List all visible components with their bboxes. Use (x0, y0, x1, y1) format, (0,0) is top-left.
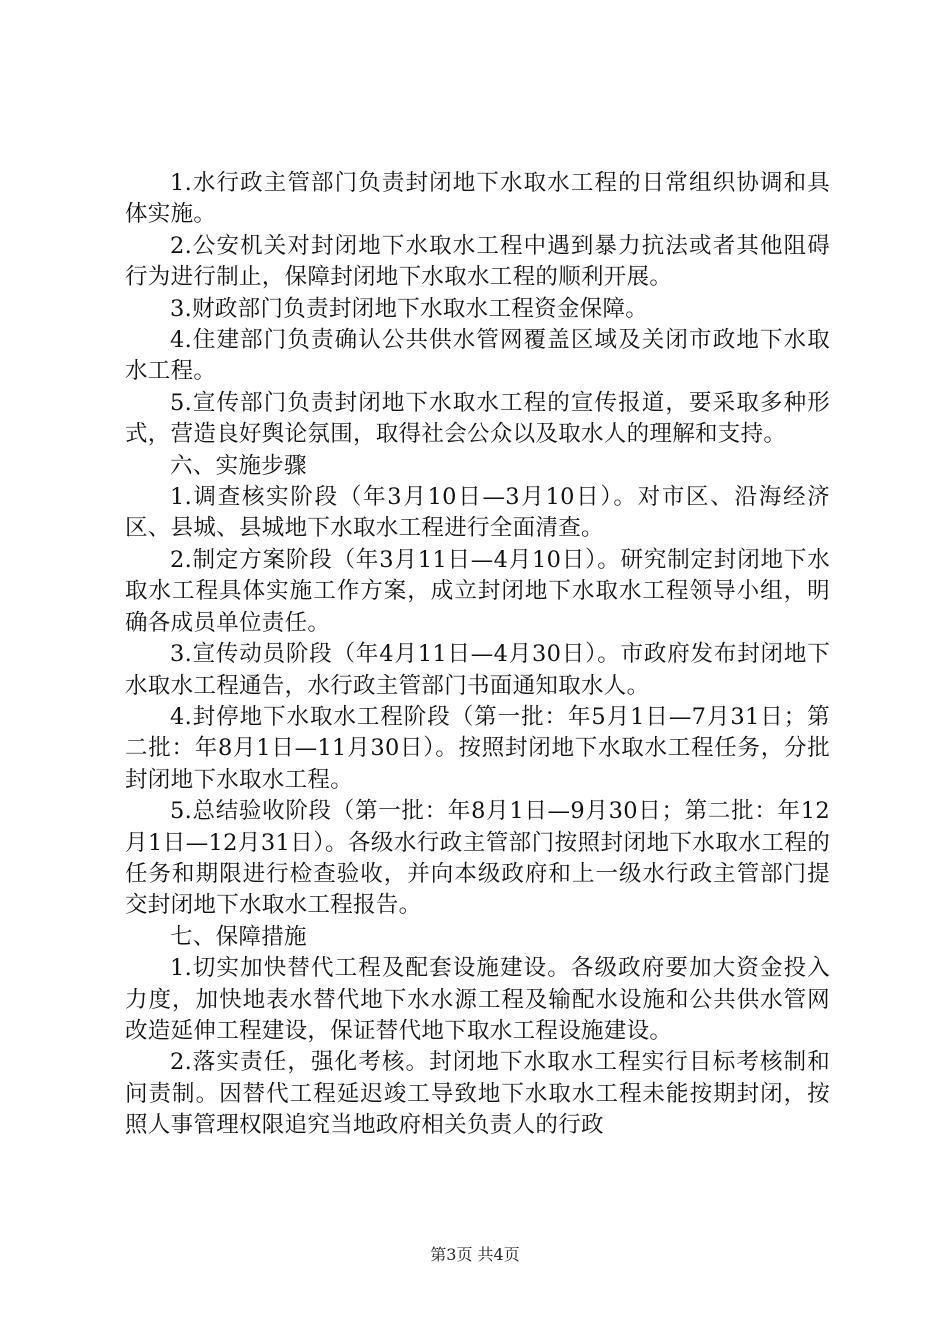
paragraph-duty-water-dept: 1.水行政主管部门负责封闭地下水取水工程的日常组织协调和具体实施。 (125, 170, 830, 228)
paragraph-step-acceptance: 5.总结验收阶段（第一批：年8月1日—9月30日；第二批：年12月1日—12月31日）。各级水行政主管部门按照封闭地下水取水工程的任务和期限进行检查验收，并向本级政府和上一级水行政主管部门提交封闭地下水取水工程报告。 (125, 798, 830, 919)
paragraph-safeguard-accountability: 2.落实责任，强化考核。封闭地下水取水工程实行目标考核制和问责制。因替代工程延迟竣工导致地下水取水工程未能按期封闭，按照人事管理权限追究当地政府相关负责人的行政 (125, 1049, 830, 1139)
paragraph-safeguard-construction: 1.切实加快替代工程及配套设施建设。各级政府要加大资金投入力度，加快地表水替代地下水水源工程及输配水设施和公共供水管网改造延伸工程建设，保证替代地下取水工程设施建设。 (125, 955, 830, 1044)
paragraph-duty-police: 2.公安机关对封闭地下水取水工程中遇到暴力抗法或者其他阻碍行为进行制止，保障封闭地下水取水工程的顺利开展。 (125, 232, 830, 291)
section-heading-safeguards: 七、保障措施 (170, 923, 307, 950)
section-heading-implementation-steps: 六、实施步骤 (170, 452, 307, 479)
paragraph-step-planning: 2.制定方案阶段（年3月11日—4月10日）。研究制定封闭地下水取水工程具体实施工作方案，成立封闭地下水取水工程领导小组，明确各成员单位责任。 (125, 546, 830, 636)
paragraph-step-investigation: 1.调查核实阶段（年3月10日—3月10日）。对市区、沿海经济区、县城、县城地下水取水工程进行全面清查。 (125, 484, 830, 542)
paragraph-step-closure: 4.封停地下水取水工程阶段（第一批：年5月1日—7月31日；第二批：年8月1日—11月30日）。按照封闭地下水取水工程任务，分批封闭地下水取水工程。 (125, 703, 830, 793)
paragraph-duty-housing: 4.住建部门负责确认公共供水管网覆盖区域及关闭市政地下水取水工程。 (125, 327, 830, 385)
paragraph-duty-finance: 3.财政部门负责封闭地下水取水工程资金保障。 (170, 295, 649, 322)
document-body (125, 168, 830, 1142)
paragraph-step-mobilization: 3.宣传动员阶段（年4月11日—4月30日）。市政府发布封闭地下水取水工程通告，水行政主管部门书面通知取水人。 (125, 641, 830, 699)
paragraph-duty-publicity: 5.宣传部门负责封闭地下水取水工程的宣传报道，要采取多种形式，营造良好舆论氛围，取得社会公众以及取水人的理解和支持。 (125, 389, 830, 448)
page-number-footer: 第3页 共4页 (430, 1245, 520, 1264)
